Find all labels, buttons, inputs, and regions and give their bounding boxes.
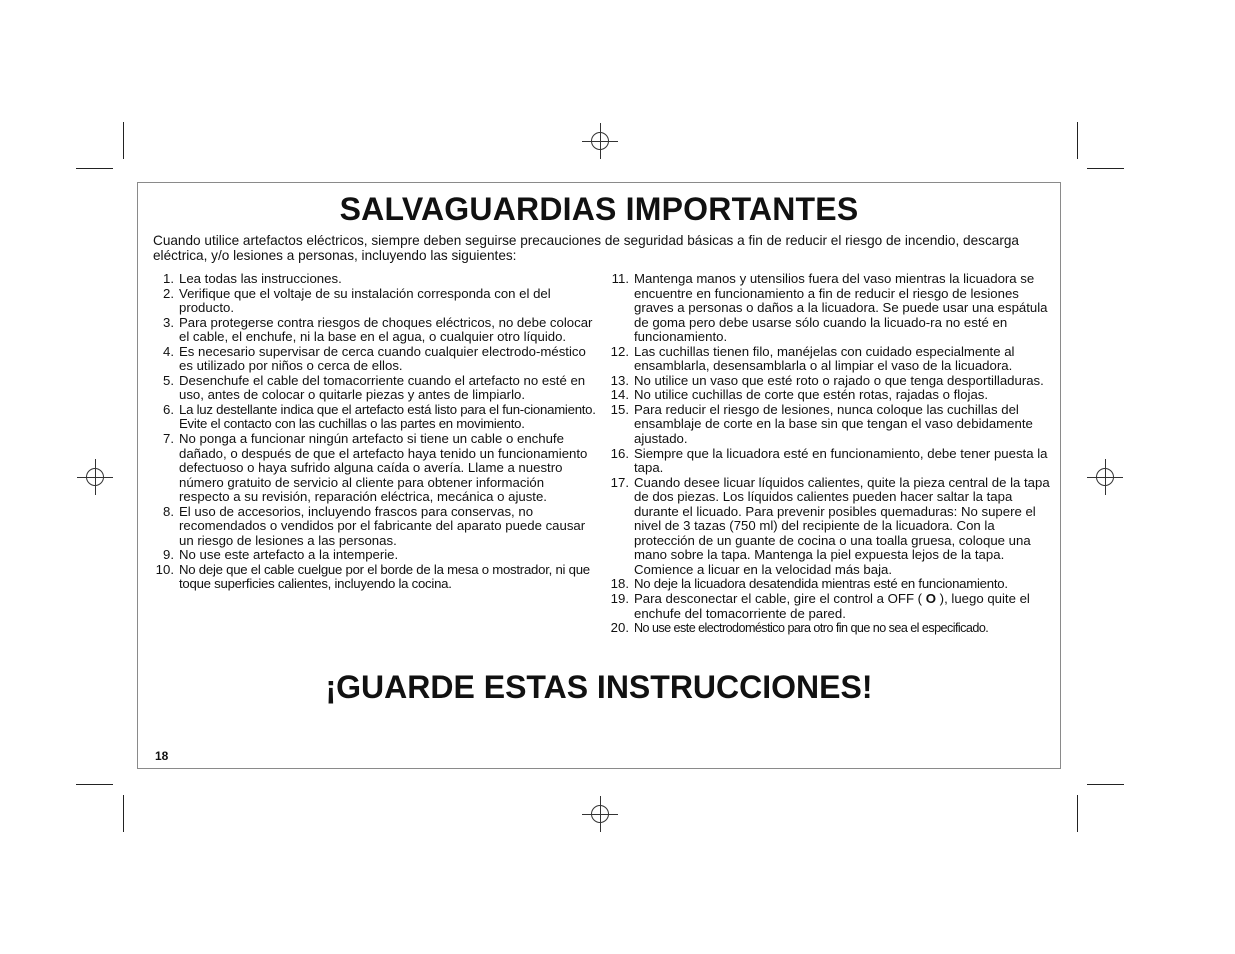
registration-mark-bottom	[582, 796, 618, 832]
list-item	[150, 505, 596, 549]
crop-mark	[1087, 168, 1124, 169]
item-number: 7.	[163, 431, 174, 447]
list-item	[605, 447, 1050, 476]
item-number: 14.	[610, 387, 629, 403]
item-text-before: Para desconectar el cable, gire el control a OFF (	[634, 591, 923, 607]
list-item	[605, 388, 1050, 403]
list-item	[605, 592, 1050, 621]
item-number: 16.	[610, 445, 629, 461]
crop-mark	[123, 122, 124, 159]
item-number: 1.	[163, 271, 174, 286]
item-number: 12.	[610, 343, 629, 359]
page-number: 18	[155, 749, 169, 763]
item-number: 15.	[610, 401, 629, 417]
closing-heading: ¡GUARDE ESTAS INSTRUCCIONES!	[325, 669, 873, 705]
list-item	[605, 374, 1050, 389]
list-item	[605, 403, 1050, 447]
item-text: La luz destellante indica que el artefacto está listo para el fun-cionamiento. Evite el contacto con las cuchillas o las partes en movimiento.	[179, 401, 596, 432]
item-text: Para protegerse contra riesgos de choques eléctricos, no debe colocar el cable, el enchufe, ni la base en el agua, o cualquier otro líquido.	[179, 314, 593, 345]
crop-mark	[76, 784, 113, 785]
item-text: No deje que el cable cuelgue por el borde de la mesa o mostrador, ni que toque superficies calientes, incluyendo la cocina.	[179, 561, 590, 592]
item-number: 9.	[163, 547, 174, 563]
item-text: Desenchufe el cable del tomacorriente cuando el artefacto no esté en uso, antes de colocar o quitarle piezas y antes de limpiarlo.	[179, 372, 586, 403]
left-column	[150, 272, 596, 592]
crop-mark	[1087, 784, 1124, 785]
list-item	[150, 272, 596, 287]
item-text: Verifique que el voltaje de su instalación corresponda con el del producto.	[179, 285, 551, 316]
item-number: 17.	[610, 474, 629, 490]
item-text: No utilice un vaso que esté roto o rajado o que tenga desportilladuras.	[634, 372, 1044, 388]
item-number: 18.	[610, 576, 629, 592]
crop-mark	[76, 168, 113, 169]
list-item	[150, 403, 596, 432]
item-text	[634, 592, 1050, 621]
item-number: 5.	[163, 372, 174, 388]
item-number: 6.	[163, 401, 174, 417]
crop-mark	[1077, 795, 1078, 832]
list-item	[150, 563, 596, 592]
list-item	[605, 345, 1050, 374]
item-number: 4.	[163, 343, 174, 359]
registration-mark-right	[1087, 459, 1123, 495]
list-item	[150, 345, 596, 374]
item-text: No ponga a funcionar ningún artefacto si tiene un cable o enchufe dañado, o después de que el artefacto haya tenido un funcionamiento defectuoso o haya sufrido alguna caída o avería. Llame a nuestro número gratuito de servicio al cliente para obtener información respecto a su revisión, reparación eléctrica, mecánica o ajuste.	[179, 431, 588, 505]
item-text: Mantenga manos y utensilios fuera del vaso mientras la licuadora se encuentre en funcionamiento a fin de reducir el riesgo de lesiones graves a personas o daños a la licuadora. Se puede usar una espátula de goma pero debe usarse sólo cuando la licuado-ra no esté en funcionamiento.	[634, 271, 1048, 345]
item-text: No use este electrodoméstico para otro fin que no sea el especificado.	[634, 621, 989, 636]
intro-paragraph: Cuando utilice artefactos eléctricos, siempre deben seguirse precauciones de seguridad básicas a fin de reducir el riesgo de incendio, descarga eléctrica, y/o lesiones a personas, incluyendo las siguientes:	[153, 233, 1019, 263]
item-text: Es necesario supervisar de cerca cuando cualquier electrodo-méstico es utilizado por niños o cerca de ellos.	[179, 343, 586, 374]
item-number: 10.	[155, 561, 174, 577]
item-text: Cuando desee licuar líquidos calientes, quite la pieza central de la tapa de dos piezas. Los líquidos calientes pueden hacer saltar la tapa durante el licuado. Para prevenir posibles quemaduras: No supere el nivel de 3 tazas (750 ml) del recipiente de la licuadora. Con la protección de un guante de cocina o una toalla gruesa, coloque una mano sobre la tapa. Mantenga la piel expuesta lejos de la tapa. Comience a licuar en la velocidad más baja.	[634, 474, 1050, 577]
off-symbol: O	[925, 591, 936, 607]
list-item	[605, 577, 1050, 592]
item-text: No use este artefacto a la intemperie.	[179, 547, 399, 563]
item-text: Las cuchillas tienen filo, manéjelas con cuidado especialmente al ensamblarla, desensamblarla o al limpiar el vaso de la licuadora.	[634, 343, 1015, 374]
page-title: SALVAGUARDIAS IMPORTANTES	[339, 191, 859, 227]
item-text: No deje la licuadora desatendida mientras esté en funcionamiento.	[634, 576, 1008, 592]
registration-mark-left	[77, 459, 113, 495]
list-item	[150, 316, 596, 345]
item-number: 20.	[610, 620, 629, 636]
item-number: 8.	[163, 503, 174, 519]
crop-mark	[1077, 122, 1078, 159]
list-item	[605, 272, 1050, 345]
list-item	[150, 548, 596, 563]
item-text: Siempre que la licuadora esté en funcionamiento, debe tener puesta la tapa.	[634, 445, 1048, 476]
item-number: 13.	[610, 372, 629, 388]
item-number: 3.	[163, 314, 174, 330]
safeguards-panel	[137, 182, 1061, 769]
crop-mark	[123, 795, 124, 832]
right-column	[605, 272, 1050, 636]
registration-mark-top	[582, 123, 618, 159]
item-number: 2.	[163, 285, 174, 301]
list-item	[605, 476, 1050, 578]
item-number: 19.	[610, 591, 629, 607]
list-item	[150, 432, 596, 505]
list-item	[150, 287, 596, 316]
item-text: El uso de accesorios, incluyendo frascos para conservas, no recomendados o vendidos por el fabricante del aparato puede causar un riesgo de lesiones a las personas.	[179, 503, 586, 548]
item-text: Lea todas las instrucciones.	[179, 271, 342, 286]
item-number: 11.	[611, 271, 629, 286]
item-text: Para reducir el riesgo de lesiones, nunca coloque las cuchillas del ensamblaje de corte en la base sin que tengan el vaso debidamente ajustado.	[634, 401, 1033, 447]
list-item	[605, 621, 1050, 636]
item-text: No utilice cuchillas de corte que estén rotas, rajadas o flojas.	[634, 387, 989, 403]
list-item	[150, 374, 596, 403]
item-text-after: ), luego quite el enchufe del tomacorriente de pared.	[634, 591, 1030, 621]
